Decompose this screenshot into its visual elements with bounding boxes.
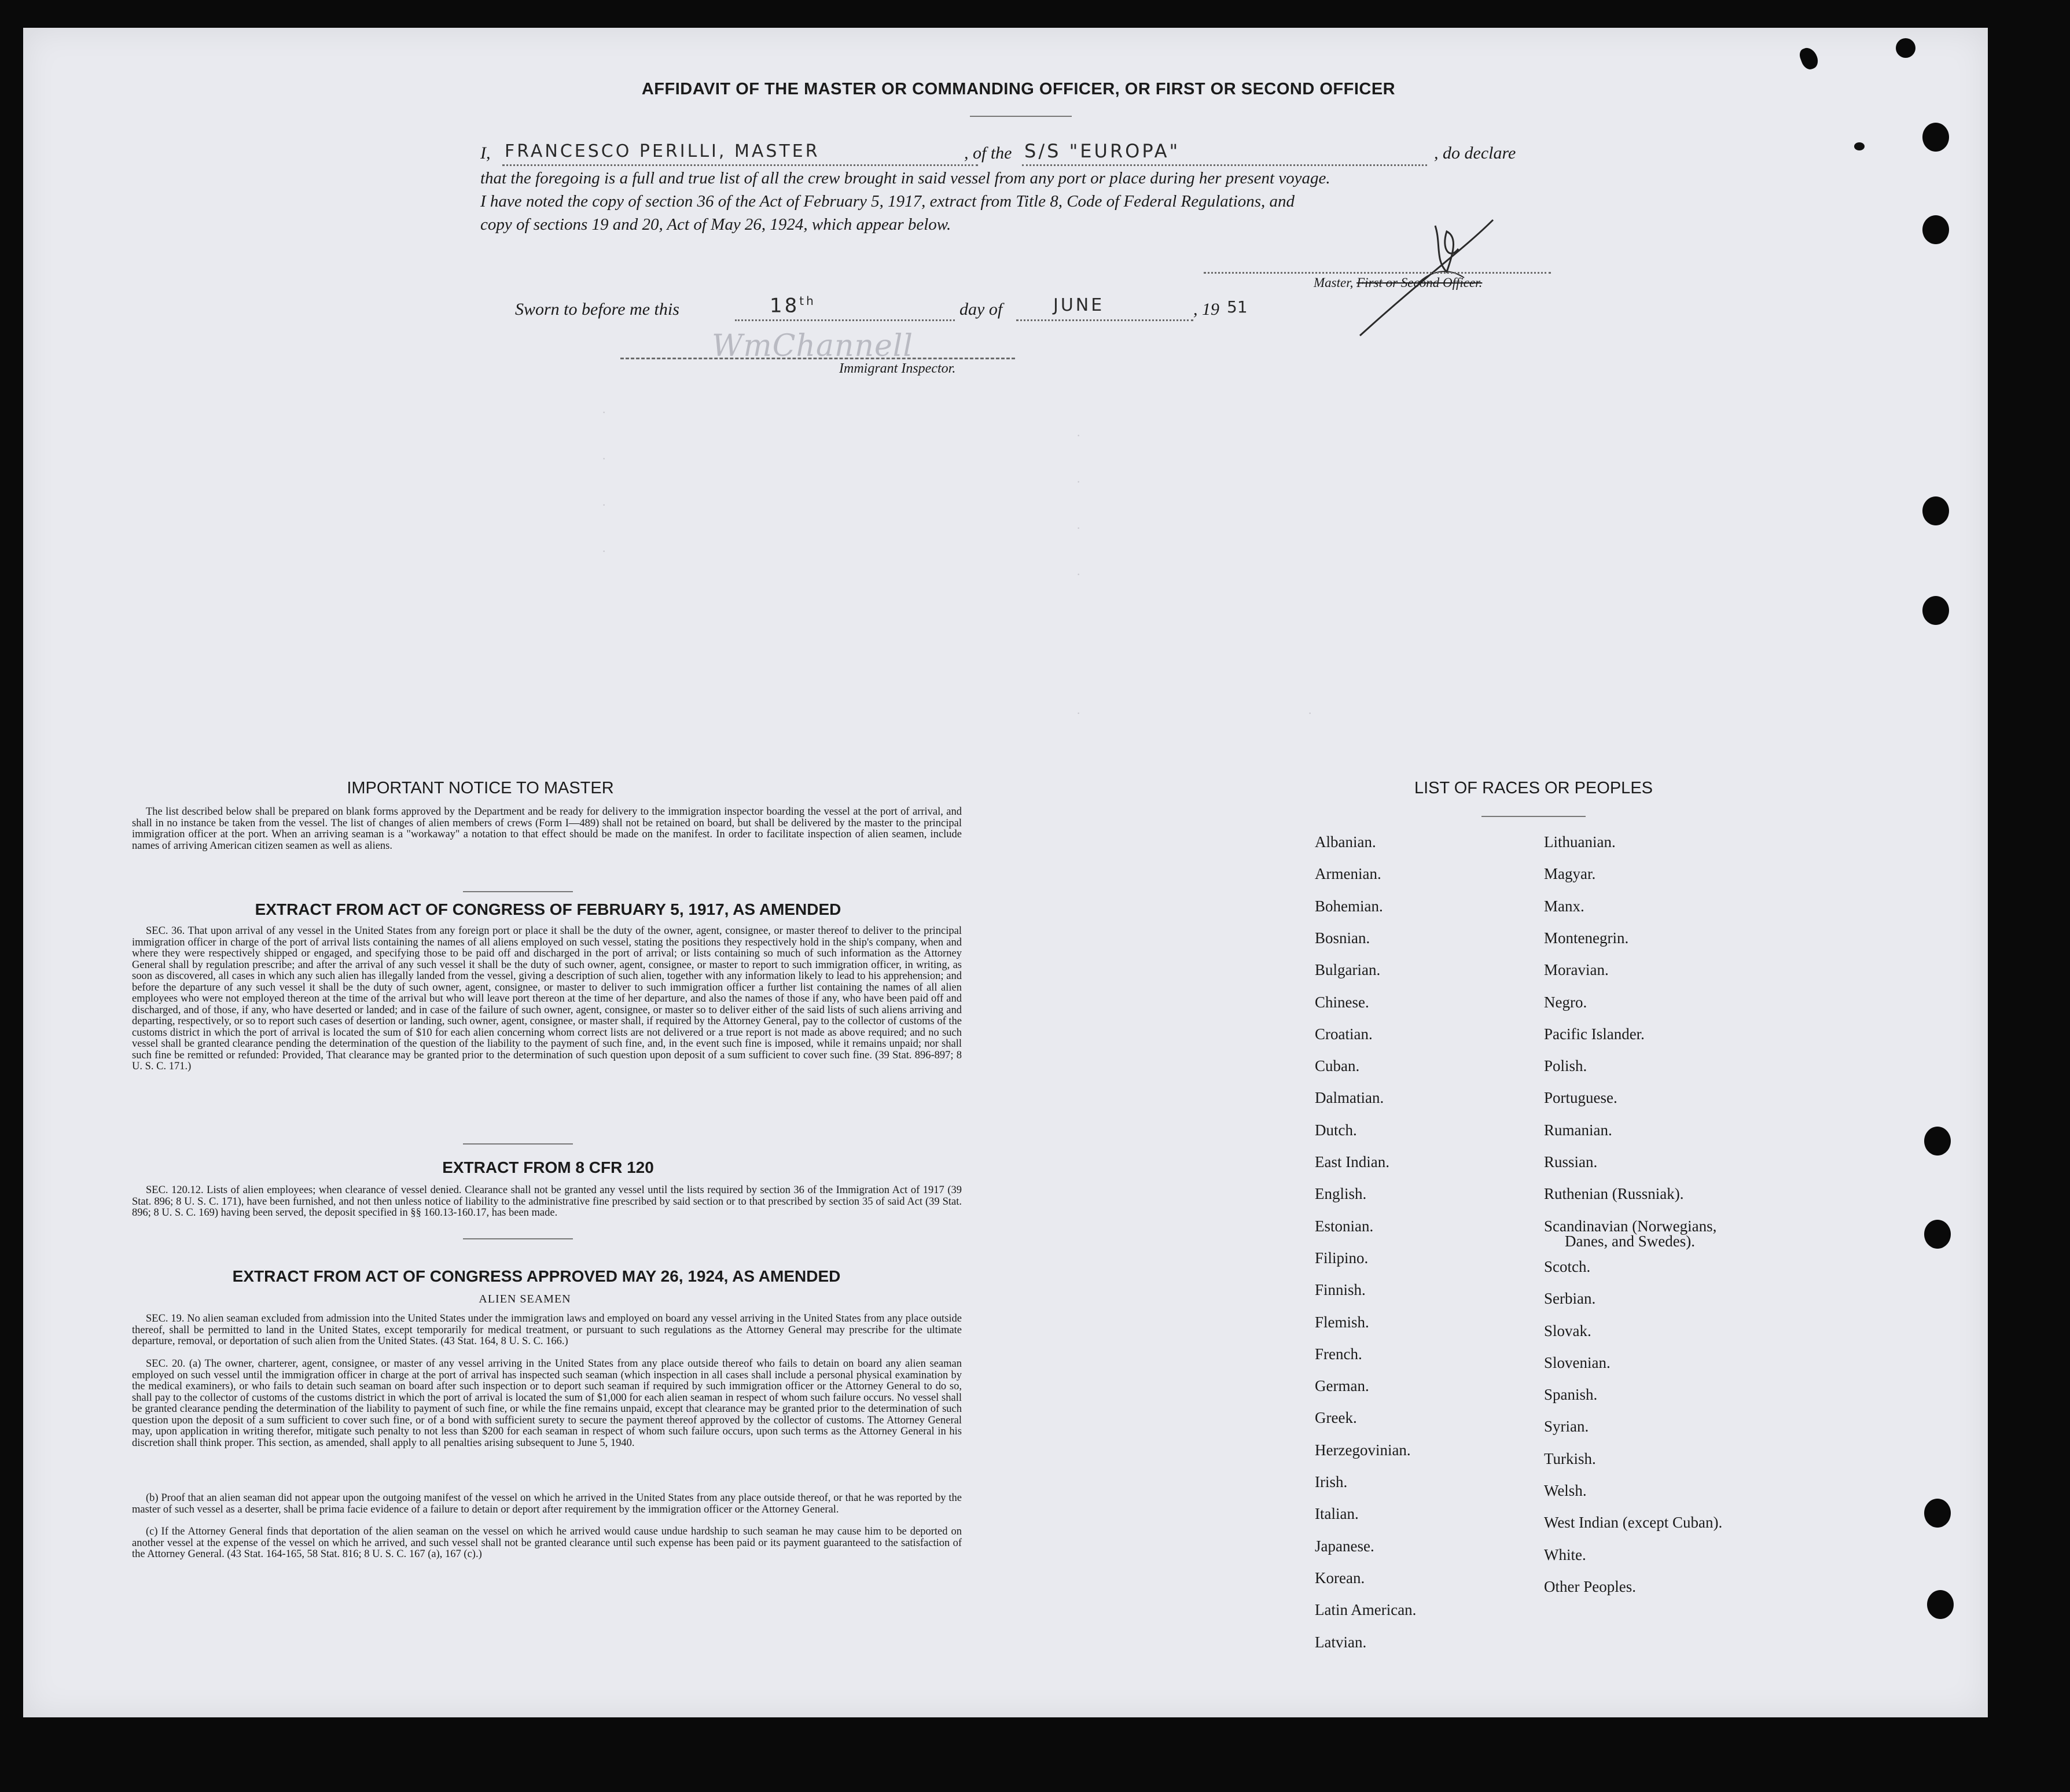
section-rule [463, 1143, 573, 1145]
race-item: Russian. [1544, 1153, 1598, 1171]
master-signature [1348, 208, 1510, 341]
master-name-handwritten: FRANCESCO PERILLI, MASTER [505, 141, 820, 161]
bleed-through-marks: · · · · · · · · · · [602, 405, 1312, 720]
binder-hole [1927, 1590, 1954, 1619]
section-rule [463, 891, 573, 892]
master-label: Master, [1314, 275, 1354, 290]
notice-title: IMPORTANT NOTICE TO MASTER [347, 779, 614, 797]
race-item: Italian. [1315, 1505, 1359, 1523]
race-item: Herzegovinian. [1315, 1441, 1411, 1459]
race-item: Welsh. [1544, 1482, 1587, 1499]
race-item: Japanese. [1315, 1537, 1374, 1555]
race-item: Manx. [1544, 897, 1584, 915]
binder-hole [1924, 1127, 1951, 1156]
race-item: Polish. [1544, 1057, 1587, 1075]
race-item: Montenegrin. [1544, 929, 1629, 947]
race-item: West Indian (except Cuban). [1544, 1514, 1723, 1532]
race-item-continuation: Danes, and Swedes). [1565, 1232, 1695, 1250]
race-item: Scotch. [1544, 1257, 1591, 1275]
notice-body: The list described below shall be prepared on blank forms approved by the Department and be ready for delivery to the immigration inspector boarding the vessel at the port of arrival, and shall in no instance be taken from the vessel. The list of changes of alien members of crews (Form I—489) shall not be retained on board, but shall be delivered by the master to the principal immigration officer at the port. When an arriving seaman is a "workaway" a notation to that effect should be made on the manifest. In order to facilitate inspection of alien seamen, include names of arriving American citizen seamen as well as aliens. [132, 806, 962, 852]
race-item: Rumanian. [1544, 1121, 1612, 1139]
race-item: Turkish. [1544, 1449, 1596, 1467]
vessel-name-line [1022, 164, 1427, 166]
race-item: Croatian. [1315, 1025, 1373, 1043]
day-suffix: th [799, 294, 816, 308]
inspector-line [620, 358, 1015, 359]
race-item: Moravian. [1544, 961, 1609, 979]
race-item: Albanian. [1315, 833, 1376, 851]
race-item: Cuban. [1315, 1057, 1360, 1075]
race-item: French. [1315, 1345, 1362, 1363]
of-the-text: , of the [964, 143, 1012, 163]
sworn-line [515, 294, 1325, 323]
race-item: Negro. [1544, 993, 1587, 1011]
sworn-prefix: Sworn to before me this [515, 300, 679, 319]
cfr-title: EXTRACT FROM 8 CFR 120 [442, 1158, 654, 1176]
race-item: Lithuanian. [1544, 833, 1616, 851]
year-prefix: , 19 [1193, 300, 1219, 319]
inspector-label: Immigrant Inspector. [839, 361, 956, 376]
intro-i: I, [480, 143, 491, 163]
race-item: Spanish. [1544, 1386, 1598, 1404]
day-of-text: day of [959, 300, 1003, 319]
vessel-name-handwritten: S/S "EUROPA" [1024, 140, 1181, 162]
sec-20c-body: (c) If the Attorney General finds that deportation of the alien seaman on the vessel on which he arrived would cause undue hardship to such seaman he may cause him to be deported on another vessel at the expense of the vessel on which he arrived, and such vessel shall not be granted clearance until such expense has been paid or its payment guaranteed to the satisfaction of the Attorney General. (43 Stat. 164-165, 58 Stat. 816; 8 U. S. C. 167 (a), 167 (c).) [132, 1526, 962, 1560]
do-declare-text: , do declare [1434, 143, 1516, 163]
month-line [1016, 319, 1193, 321]
race-item: Bulgarian. [1315, 961, 1381, 979]
section-rule [463, 1238, 573, 1239]
day-handwritten [770, 294, 816, 317]
affidavit-title: AFFIDAVIT OF THE MASTER OR COMMANDING OFFICER, OR FIRST OR SECOND OFFICER [641, 80, 1396, 98]
race-item: German. [1315, 1377, 1369, 1395]
race-item: Dalmatian. [1315, 1089, 1384, 1107]
extract-1917-body: SEC. 36. That upon arrival of any vessel in the United States from any foreign port or place it shall be the duty of the owner, agent, consignee, or master thereof to deliver to the principal immigration officer in charge of the port of arrival lists containing the names of all aliens employed on such vessel, stating the positions they respectively hold in the ship's company, when and where they were respectively shipped or engaged, and specifying those to be paid off and discharged in the port of arrival; or lists containing so much of such information as the Attorney General shall by regulation prescribe; and after the arrival of any such vessel it shall be the duty of such owner, agent, consignee, or master to report to such immigration officer, in writing, as soon as discovered, all cases in which any such alien has illegally landed from the vessel, giving a description of such alien, together with any information likely to lead to his apprehension; and before the departure of any such vessel it shall be the duty of such owner, agent, consignee, or master to deliver to such immigration officer a further list containing the names of all alien employees who were not employed thereon at the time of the arrival but who will leave port thereon at the time of her departure, and also the names of those if any, who have been paid off and discharged, and of those, if any, who have deserted or landed; and in case of the failure of such owner, agent, consignee, or master so to deliver either of the said lists of such aliens arriving and departing, respectively, or so to report such cases of desertion or landing, such owner, agent, consignee, or master shall, if required by the Attorney General, pay to the collector of customs of the customs district in which the port of arrival is located the sum of $10 for each alien concerning whom correct lists are not delivered or a true report is not made as above required; and no such vessel shall be granted clearance pending the determination of the question of the liability to the payment of such fine, and, in the event such fine is imposed, while it remains unpaid; nor shall such fine be remitted or refunded: Provided, That clearance may be granted prior to the determination of such question upon deposit of a sum sufficient to cover such fine. (39 Stat. 896-897; 8 U. S. C. 171.) [132, 925, 962, 1072]
race-item: White. [1544, 1546, 1586, 1563]
race-item: Estonian. [1315, 1217, 1374, 1235]
extract-1917-title: EXTRACT FROM ACT OF CONGRESS OF FEBRUARY 5, 1917, AS AMENDED [255, 900, 841, 918]
master-name-line [502, 164, 978, 166]
race-item: Latvian. [1315, 1633, 1367, 1651]
binder-hole [1924, 1499, 1951, 1528]
race-item: Chinese. [1315, 993, 1369, 1011]
race-item: Armenian. [1315, 865, 1381, 883]
inspector-signature: WmChannell [712, 329, 914, 363]
race-item: Slovak. [1544, 1322, 1591, 1340]
ink-spot [1896, 38, 1915, 58]
race-item: Syrian. [1544, 1418, 1589, 1436]
race-item: Scandinavian (Norwegians, [1544, 1217, 1717, 1235]
month-handwritten: JUNE [1053, 295, 1105, 315]
race-item: Bosnian. [1315, 929, 1370, 947]
race-item: East Indian. [1315, 1153, 1389, 1171]
affidavit-line-4: copy of sections 19 and 20, Act of May 26, 1924, which appear below. [480, 215, 951, 234]
race-item: Irish. [1315, 1473, 1348, 1491]
race-item: Finnish. [1315, 1281, 1366, 1299]
race-item: Latin American. [1315, 1601, 1417, 1619]
master-signature-line [1204, 272, 1551, 274]
race-item: Greek. [1315, 1409, 1357, 1427]
race-item: Flemish. [1315, 1313, 1369, 1331]
binder-hole [1922, 215, 1949, 244]
affidavit-line-2: that the foregoing is a full and true list of all the crew brought in said vessel from any port or place during her present voyage. [480, 169, 1330, 187]
sec-20a-body: SEC. 20. (a) The owner, charterer, agent, consignee, or master of any vessel arriving in the United States from any place outside thereof who fails to detain on board any alien seaman employed on such vessel until the immigration officer in charge at the port of arrival has inspected such seaman (which inspection in all cases shall include a personal physical examination by the medical examiners), or who fails to detain such seaman on board after such inspection or to deport such seaman if required by such immigration officer or the Attorney General to do so, shall pay to the collector of customs of the customs district in which the port of arrival is located the sum of $1,000 for each alien seaman in respect of whom such failure occurs. No vessel shall be granted clearance pending the determination of the liability to payment of such fine, or while the fine remains unpaid, except that clearance may be granted prior to the determination of such question upon the deposit of a sum sufficient to cover such fine, or of a bond with sufficient surety to secure the payment thereof approved by the collector of customs. The Attorney General may, upon application in writing therefor, mitigate such penalty to not less than $200 for each seaman in respect of whom such failure occurs, upon such terms as the Attorney General in his discretion shall think proper. This section, as amended, shall apply to all penalties arising subsequent to June 5, 1940. [132, 1358, 962, 1449]
affidavit-line-1 [480, 140, 1562, 167]
extract-1924-title: EXTRACT FROM ACT OF CONGRESS APPROVED MAY 26, 1924, AS AMENDED [232, 1267, 841, 1285]
race-item: Serbian. [1544, 1290, 1596, 1308]
races-column-1 [1315, 833, 1535, 1655]
day-value: 18 [770, 294, 800, 318]
race-item: Bohemian. [1315, 897, 1383, 915]
races-column-2 [1544, 833, 1810, 1655]
race-item: Dutch. [1315, 1121, 1357, 1139]
race-item: Other Peoples. [1544, 1577, 1636, 1595]
ink-spot [1854, 142, 1865, 150]
race-item: Ruthenian (Russniak). [1544, 1185, 1684, 1203]
sec-20b-body: (b) Proof that an alien seaman did not appear upon the outgoing manifest of the vessel on which he arrived in the United States from any place outside thereof, or that he was reported by the master of such vessel as a deserter, shall be prima facie evidence of a failure to detain or deport after requirement by the immigration officer or the Attorney General. [132, 1492, 962, 1515]
cfr-body: SEC. 120.12. Lists of alien employees; when clearance of vessel denied. Clearance shall not be granted any vessel until the lists required by section 36 of the Immigration Act of 1917 (39 Stat. 896; 8 U. S. C. 171), have been furnished, and not then unless notice of liability to the administrative fine prescribed by said section or to that prescribed by section 35 of said Act (39 Stat. 896; 8 U. S. C. 169) having been served, the deposit specified in §§ 160.13-160.17, has been made. [132, 1184, 962, 1219]
races-title: LIST OF RACES OR PEOPLES [1414, 779, 1653, 797]
race-item: Portuguese. [1544, 1089, 1617, 1107]
binder-hole [1922, 596, 1949, 625]
binder-hole [1924, 1220, 1951, 1249]
race-item: Filipino. [1315, 1249, 1369, 1267]
day-line [735, 319, 955, 321]
extract-1924-subtitle: ALIEN SEAMEN [479, 1293, 571, 1305]
title-rule [970, 116, 1072, 117]
year-handwritten: 51 [1227, 297, 1248, 317]
race-item: Korean. [1315, 1569, 1365, 1587]
affidavit-line-3: I have noted the copy of section 36 of the Act of February 5, 1917, extract from Title 8, Code of Federal Regulations, and [480, 192, 1295, 211]
race-item: Slovenian. [1544, 1353, 1611, 1371]
master-label-row [1314, 275, 1482, 290]
struck-officer-label: First or Second Officer. [1356, 275, 1483, 290]
sec-19-body: SEC. 19. No alien seaman excluded from admission into the United States under the immigration laws and employed on board any vessel arriving in the United States from any place outside thereof, shall be permitted to land in the United States, except temporarily for medical treatment, or pursuant to such regulations as the Attorney General may prescribe for the ultimate departure, removal, or deportation of such alien from the United States. (43 Stat. 164, 8 U. S. C. 166.) [132, 1313, 962, 1347]
binder-hole [1922, 496, 1949, 525]
races-title-rule [1481, 816, 1586, 817]
binder-hole [1922, 123, 1949, 152]
race-item: Magyar. [1544, 865, 1596, 883]
race-item: English. [1315, 1185, 1367, 1203]
race-item: Pacific Islander. [1544, 1025, 1645, 1043]
